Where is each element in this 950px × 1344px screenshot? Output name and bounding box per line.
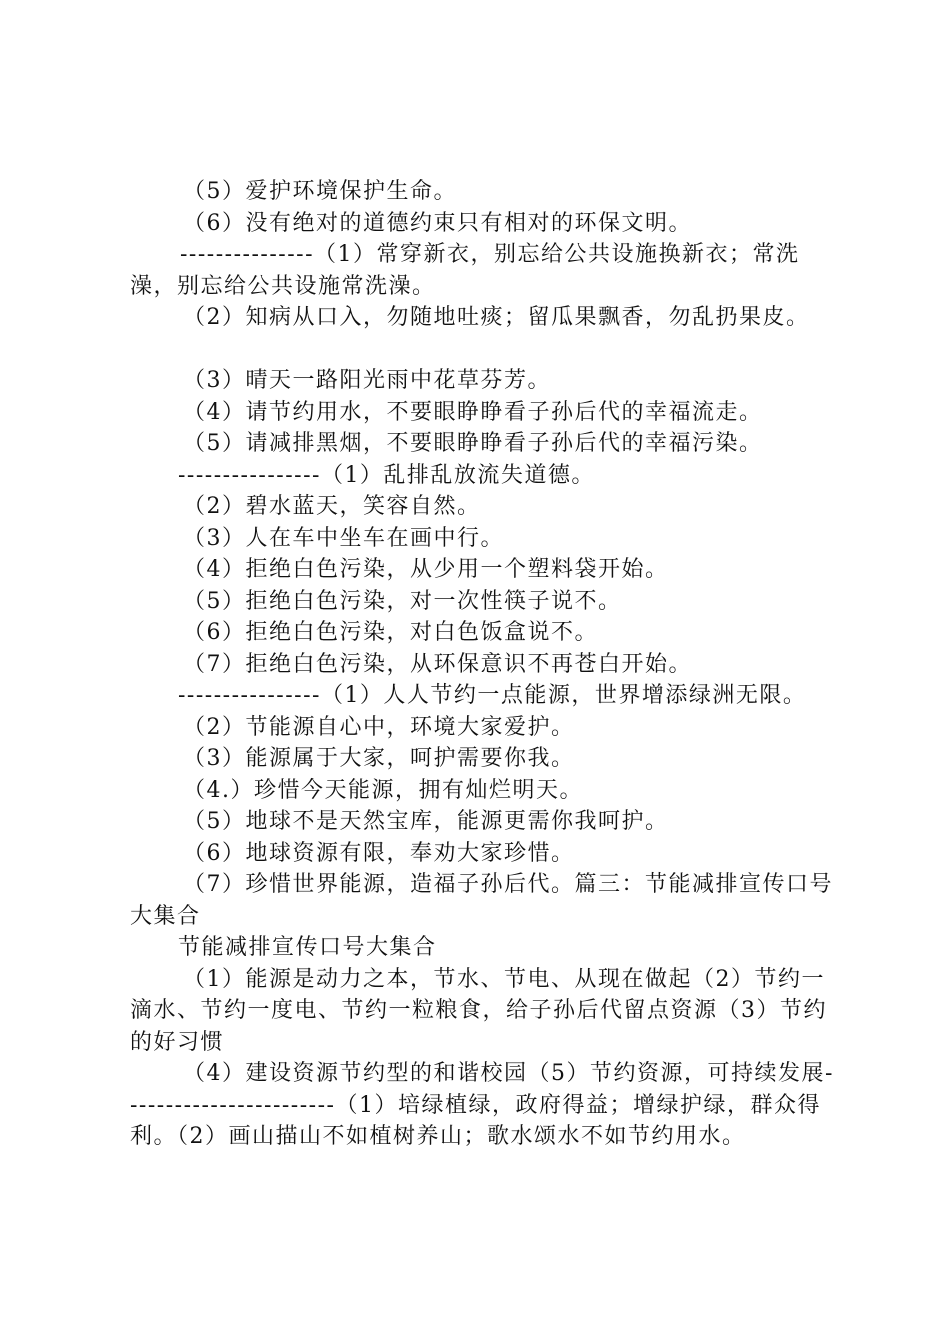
paragraph: （4）建设资源节约型的和谐校园（5）节约资源，可持续发展------------------------（1）培绿植绿，政府得益；增绿护绿，群众得利。（2）画山描山不如植树养山；歌水颂水不如节约用水。 (130, 1061, 834, 1149)
paragraph: （5）请减排黑烟，不要眼睁睁看子孙后代的幸福污染。 (183, 431, 763, 456)
paragraph: （3）人在车中坐车在画中行。 (183, 525, 504, 551)
document-body (130, 176, 840, 1153)
paragraph: ----------------（1）人人节约一点能源，世界增添绿洲无限。 (178, 683, 807, 708)
paragraph: （2）节能源自心中，环境大家爱护。 (183, 714, 575, 740)
paragraph: （1）能源是动力之本，节水、节电、从现在做起（2）节约一滴水、节约一度电、节约一粒粮食，给子孙后代留点资源（3）节约的好习惯 (130, 966, 827, 1055)
paragraph: （2）碧水蓝天，笑容自然。 (183, 494, 481, 519)
section-heading: 节能减排宣传口号大集合 (178, 935, 437, 960)
blank-line (130, 334, 840, 366)
paragraph: ---------------（1）常穿新衣，别忘给公共设施换新衣；常洗澡，别忘给公共设施常洗澡。 (130, 242, 800, 299)
paragraph: （6）没有绝对的道德约束只有相对的环保文明。 (183, 210, 692, 236)
paragraph: （5）爱护环境保护生命。 (183, 179, 457, 204)
paragraph: （5）拒绝白色污染，对一次性筷子说不。 (183, 588, 622, 614)
paragraph: （4）请节约用水，不要眼睁睁看子孙后代的幸福流走。 (183, 399, 763, 425)
paragraph: （3）能源属于大家，呵护需要你我。 (183, 746, 575, 771)
paragraph: （4.）珍惜今天能源，拥有灿烂明天。 (183, 777, 583, 803)
paragraph: （7）拒绝白色污染，从环保意识不再苍白开始。 (183, 651, 692, 677)
paragraph: ----------------（1）乱排乱放流失道德。 (178, 462, 595, 488)
paragraph: （7）珍惜世界能源，造福子孙后代。篇三：节能减排宣传口号大集合 (130, 872, 833, 929)
paragraph: （2）知病从口入，勿随地吐痰；留瓜果飘香，勿乱扔果皮。 (183, 305, 810, 330)
paragraph: （5）地球不是天然宝库，能源更需你我呵护。 (183, 809, 669, 834)
paragraph: （6）地球资源有限，奉劝大家珍惜。 (183, 840, 575, 866)
paragraph: （6）拒绝白色污染，对白色饭盒说不。 (183, 620, 598, 645)
paragraph: （4）拒绝白色污染，从少用一个塑料袋开始。 (183, 557, 669, 582)
paragraph: （3）晴天一路阳光雨中花草芬芳。 (183, 368, 551, 393)
